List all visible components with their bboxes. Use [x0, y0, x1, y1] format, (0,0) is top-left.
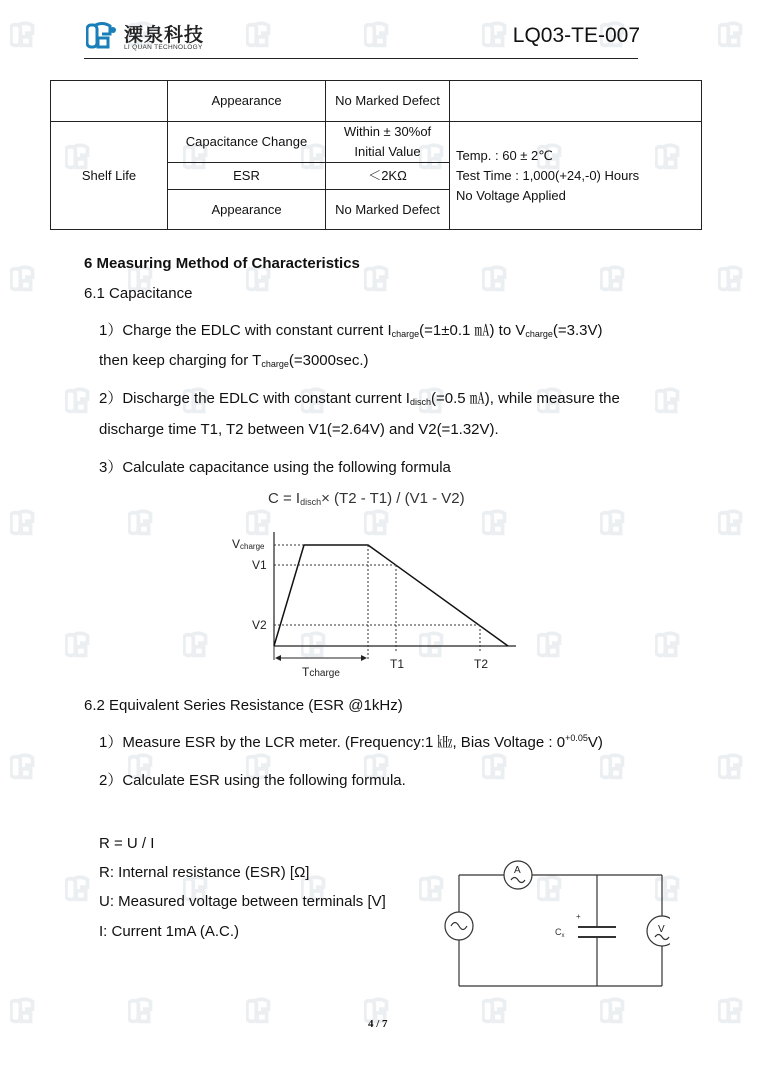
watermark-logo-icon: [655, 630, 685, 660]
arrow-left-icon: [275, 655, 281, 661]
watermark-logo-icon: [128, 996, 158, 1026]
watermark-logo-icon: [537, 630, 567, 660]
document-number: LQ03-TE-007: [512, 24, 640, 47]
table-cell-item: ESR: [168, 163, 326, 190]
watermark-logo-icon: [65, 630, 95, 660]
sine-wave-icon: [655, 935, 669, 940]
company-name-en: LI QUAN TECHNOLOGY: [124, 44, 203, 51]
watermark-logo-icon: [364, 264, 394, 294]
step-text: discharge time T1, T2 between V1(=2.64V) and V2(=1.32V).: [99, 421, 499, 438]
tcharge-label: Tcharge: [302, 665, 340, 679]
t2-label: T2: [474, 657, 489, 671]
subsection-title: 6.2 Equivalent Series Resistance (ESR @1kHz): [84, 697, 403, 714]
watermark-logo-icon: [600, 264, 630, 294]
watermark-logo-icon: [600, 996, 630, 1026]
step-text: 1）Measure ESR by the LCR meter. (Frequency:1 ㎑, Bias Voltage : $0^{+0.05}V$): [99, 733, 603, 751]
watermark-logo-icon: [128, 508, 158, 538]
watermark-logo-icon: [10, 20, 40, 50]
table-cell-item: Appearance: [168, 81, 326, 122]
charge-discharge-graph: [228, 528, 518, 680]
watermark-logo-icon: [183, 630, 213, 660]
watermark-logo-icon: [600, 508, 630, 538]
page-number: 4 / 7: [368, 1018, 388, 1030]
table-cell-criteria: No Marked Defect: [326, 81, 450, 122]
subsection-title: 6.1 Capacitance: [84, 285, 193, 302]
step-text: then keep charging for $T_{charge}(=3000\sec.)$: [99, 352, 369, 369]
esr-formula: R = U / I: [99, 835, 155, 852]
capacitance-formula: $C = I_{disch}\times (T2 - T1) / (V1 - V2)$: [268, 490, 465, 507]
table-cell-criteria: Within ± 30%of Initial Value: [326, 122, 450, 163]
condition-line: Temp. : 60 ± 2℃: [456, 147, 553, 163]
header-divider: [84, 58, 638, 59]
watermark-logo-icon: [600, 752, 630, 782]
ammeter-label: A: [514, 865, 521, 876]
watermark-logo-icon: [10, 996, 40, 1026]
watermark-logo-icon: [482, 996, 512, 1026]
sine-wave-icon: [511, 878, 525, 883]
watermark-logo-icon: [65, 874, 95, 904]
capacitor-label: $C_x$: [555, 927, 565, 939]
definition-line: U: Measured voltage between terminals [V]: [99, 893, 386, 910]
watermark-logo-icon: [65, 386, 95, 416]
watermark-logo-icon: [718, 508, 748, 538]
vcharge-label: Vcharge: [232, 537, 265, 551]
table-cell-empty: [450, 81, 702, 122]
watermark-logo-icon: [482, 752, 512, 782]
watermark-logo-icon: [718, 996, 748, 1026]
table-cell-empty: [51, 81, 168, 122]
definition-line: R: Internal resistance (ESR) [Ω]: [99, 864, 310, 881]
t1-label: T1: [390, 657, 405, 671]
table-cell-conditions: [450, 122, 702, 230]
watermark-logo-icon: [482, 264, 512, 294]
capacitor-plus-label: +: [576, 912, 581, 921]
page-header: [86, 20, 686, 56]
voltage-curve: [274, 545, 508, 646]
condition-line: No Voltage Applied: [456, 187, 566, 203]
step-text: 3）Calculate capacitance using the following formula: [99, 459, 451, 476]
v1-label: V1: [252, 558, 267, 572]
step-text: 1）Charge the EDLC with constant current $I_{charge}(=1\pm 0.1$ ㎃) to $V_{charge}(=3.3V)$: [99, 322, 603, 339]
table-cell-item: Appearance: [168, 190, 326, 230]
arrow-right-icon: [361, 655, 367, 661]
company-name-cn: 溧泉科技: [124, 24, 205, 46]
voltmeter-label: V: [658, 924, 665, 935]
definition-line: I: Current 1mA (A.C.): [99, 923, 240, 940]
table-cell-group: Shelf Life: [51, 122, 168, 230]
table-cell-criteria: ＜2KΩ: [326, 163, 450, 190]
sine-wave-icon: [451, 923, 467, 930]
watermark-logo-icon: [10, 752, 40, 782]
table-cell-criteria: No Marked Defect: [326, 190, 450, 230]
watermark-logo-icon: [718, 752, 748, 782]
shelf-life-table: [50, 80, 702, 230]
watermark-logo-icon: [718, 264, 748, 294]
esr-circuit-diagram: [440, 855, 670, 990]
section-title: 6 Measuring Method of Characteristics: [84, 255, 360, 272]
watermark-logo-icon: [10, 264, 40, 294]
watermark-logo-icon: [246, 996, 276, 1026]
step-text: 2）Discharge the EDLC with constant current $I_{disch}(=0.5$ ㎃), while measure the: [99, 390, 620, 407]
condition-line: Test Time : 1,000(+24,-0) Hours: [456, 167, 640, 183]
table-cell-item: Capacitance Change: [168, 122, 326, 163]
v2-label: V2: [252, 618, 267, 632]
watermark-logo-icon: [655, 386, 685, 416]
watermark-logo-icon: [718, 20, 748, 50]
watermark-logo-icon: [10, 508, 40, 538]
step-text: 2）Calculate ESR using the following formula.: [99, 772, 406, 789]
company-logo-icon: [86, 20, 118, 52]
